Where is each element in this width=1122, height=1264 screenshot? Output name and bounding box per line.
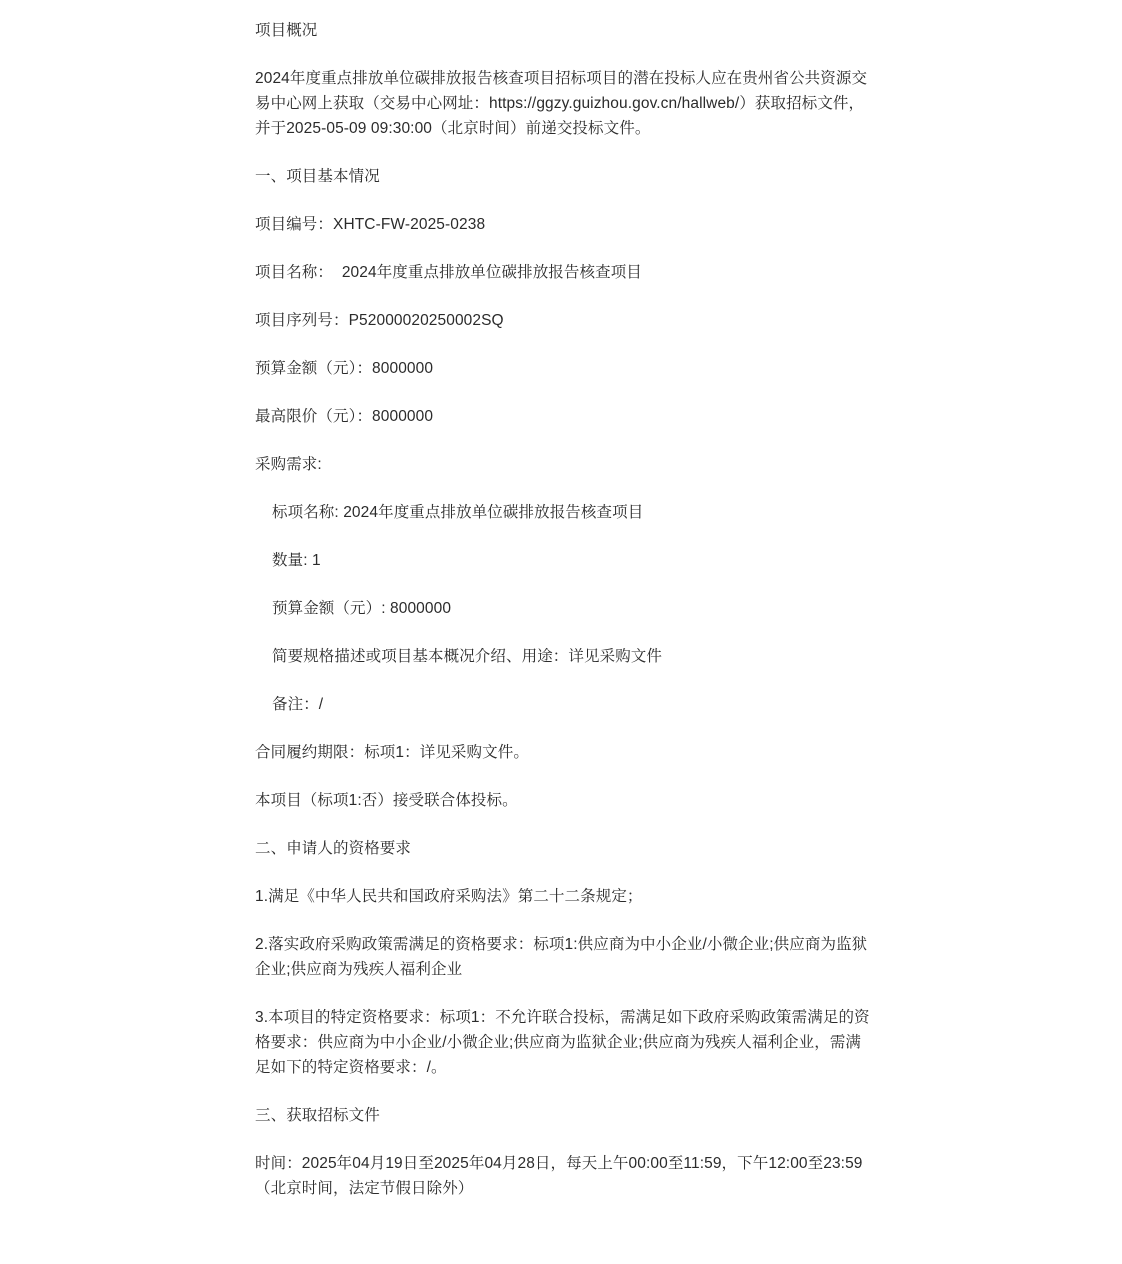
project-summary-paragraph: 2024年度重点排放单位碳排放报告核查项目招标项目的潜在投标人应在贵州省公共资源交易中心网上获取（交易中心网址：https://ggzy.guizhou.gov.cn/hallweb/）获取招标文件，并于2025-05-09 09:30:00（北京时间）前递交投标文件。: [255, 70, 868, 137]
qualification-item-1: 1.满足《中华人民共和国政府采购法》第二十二条规定；: [255, 888, 643, 905]
qualification-item-3: 3.本项目的特定资格要求：标项1：不允许联合投标，需满足如下政府采购政策需满足的资格要求：供应商为中小企业/小微企业;供应商为监狱企业;供应商为残疾人福利企业，需满足如下的特定资格要求：/。: [255, 1009, 870, 1076]
lot-item-specification: 简要规格描述或项目基本概况介绍、用途：详见采购文件: [272, 648, 663, 665]
document-body: [255, 18, 873, 1201]
field-procurement-requirement-label: 采购需求:: [255, 456, 322, 473]
lot-item-budget-amount: 预算金额（元）: 8000000: [272, 600, 452, 617]
section-heading-obtain-tender-documents: 三、获取招标文件: [255, 1107, 380, 1124]
section-heading-basic-info: 一、项目基本情况: [255, 168, 380, 185]
field-project-serial-number: 项目序列号：P52000020250002SQ: [255, 312, 504, 329]
lot-item-quantity: 数量: 1: [272, 552, 321, 569]
qualification-item-2: 2.落实政府采购政策需满足的资格要求：标项1:供应商为中小企业/小微企业;供应商为监狱企业;供应商为残疾人福利企业: [255, 936, 868, 978]
field-budget-amount: 预算金额（元）：8000000: [255, 360, 434, 377]
field-consortium-bidding: 本项目（标项1:否）接受联合体投标。: [255, 792, 518, 809]
section-title-overview: 项目概况: [255, 22, 318, 39]
field-contract-performance-period: 合同履约期限：标项1：详见采购文件。: [255, 744, 529, 761]
field-maximum-price: 最高限价（元）：8000000: [255, 408, 434, 425]
field-project-number: 项目编号：XHTC-FW-2025-0238: [255, 216, 486, 233]
field-acquisition-time: 时间：2025年04月19日至2025年04月28日，每天上午00:00至11:59，下午12:00至23:59（北京时间，法定节假日除外）: [255, 1155, 863, 1197]
lot-item-remark: 备注：/: [272, 696, 324, 713]
section-heading-qualification-requirements: 二、申请人的资格要求: [255, 840, 412, 857]
field-project-name: 项目名称： 2024年度重点排放单位碳排放报告核查项目: [255, 264, 642, 281]
lot-item-name: 标项名称: 2024年度重点排放单位碳排放报告核查项目: [272, 504, 644, 521]
